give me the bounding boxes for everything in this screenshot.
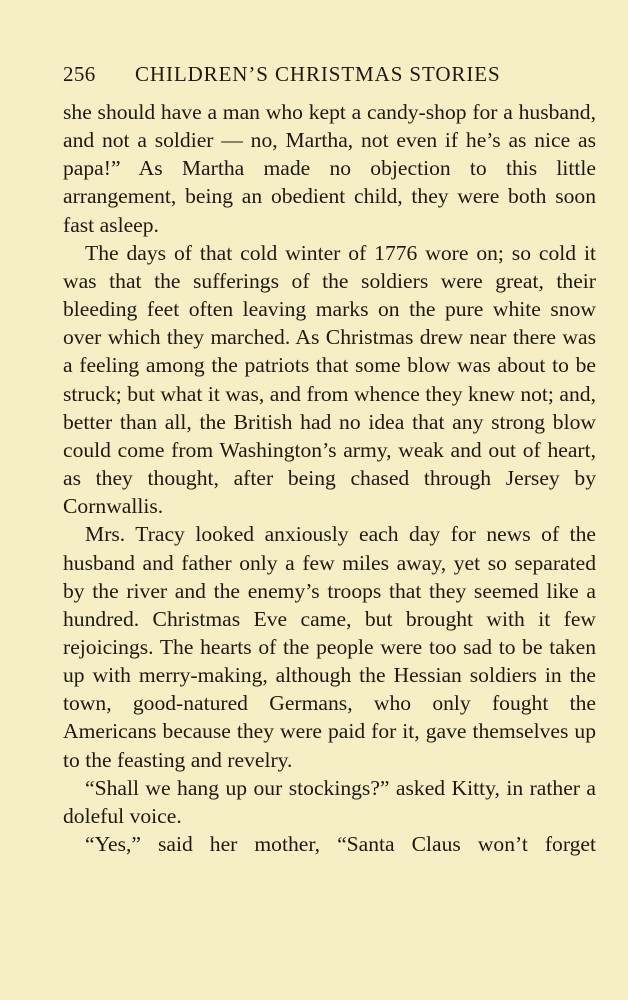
paragraph-kitty-question: “Shall we hang up our stockings?” asked Kitty, in rather a doleful voice. [63,775,596,828]
paragraph-mother-reply: “Yes,” said her mother, “Santa Claus won’t forget [85,832,596,857]
page-number: 256 [63,62,96,86]
paragraph-winter-1776: The days of that cold winter of 1776 wore on; so cold it was that the sufferings of the soldiers were great, their bleeding feet often leaving marks on the pure white snow over which they marched. As Christmas drew near there was a feeling among the patriots that some blow was about to be struck; but what it was, and from whence they knew not; and, better than all, the British had no idea that any strong blow could come from Washington’s army, weak and out of heart, as they thought, after being chased through Jersey by Cornwallis. [63,240,596,519]
running-head [63,62,598,92]
paragraph-mrs-tracy: Mrs. Tracy looked anxiously each day for news of the husband and father only a few miles away, yet so separated by the river and the enemy’s troops that they seemed like a hundred. Christmas Eve came, but brought with it few rejoicings. The hearts of the people were too sad to be taken up with merry-making, although the Hessian soldiers in the town, good-natured Germans, who only fought the Americans because they were paid for it, gave themselves up to the feasting and revelry. [63,522,596,772]
book-title: CHILDREN’S CHRISTMAS STORIES [135,62,501,86]
paragraph-continued: she should have a man who kept a candy-shop for a husband, and not a soldier — no, Martha, not even if he’s as nice as papa!” As Martha made no objection to this little arrangement, being an obedient child, they were both soon fast asleep. [63,100,596,237]
body-text [63,98,596,858]
